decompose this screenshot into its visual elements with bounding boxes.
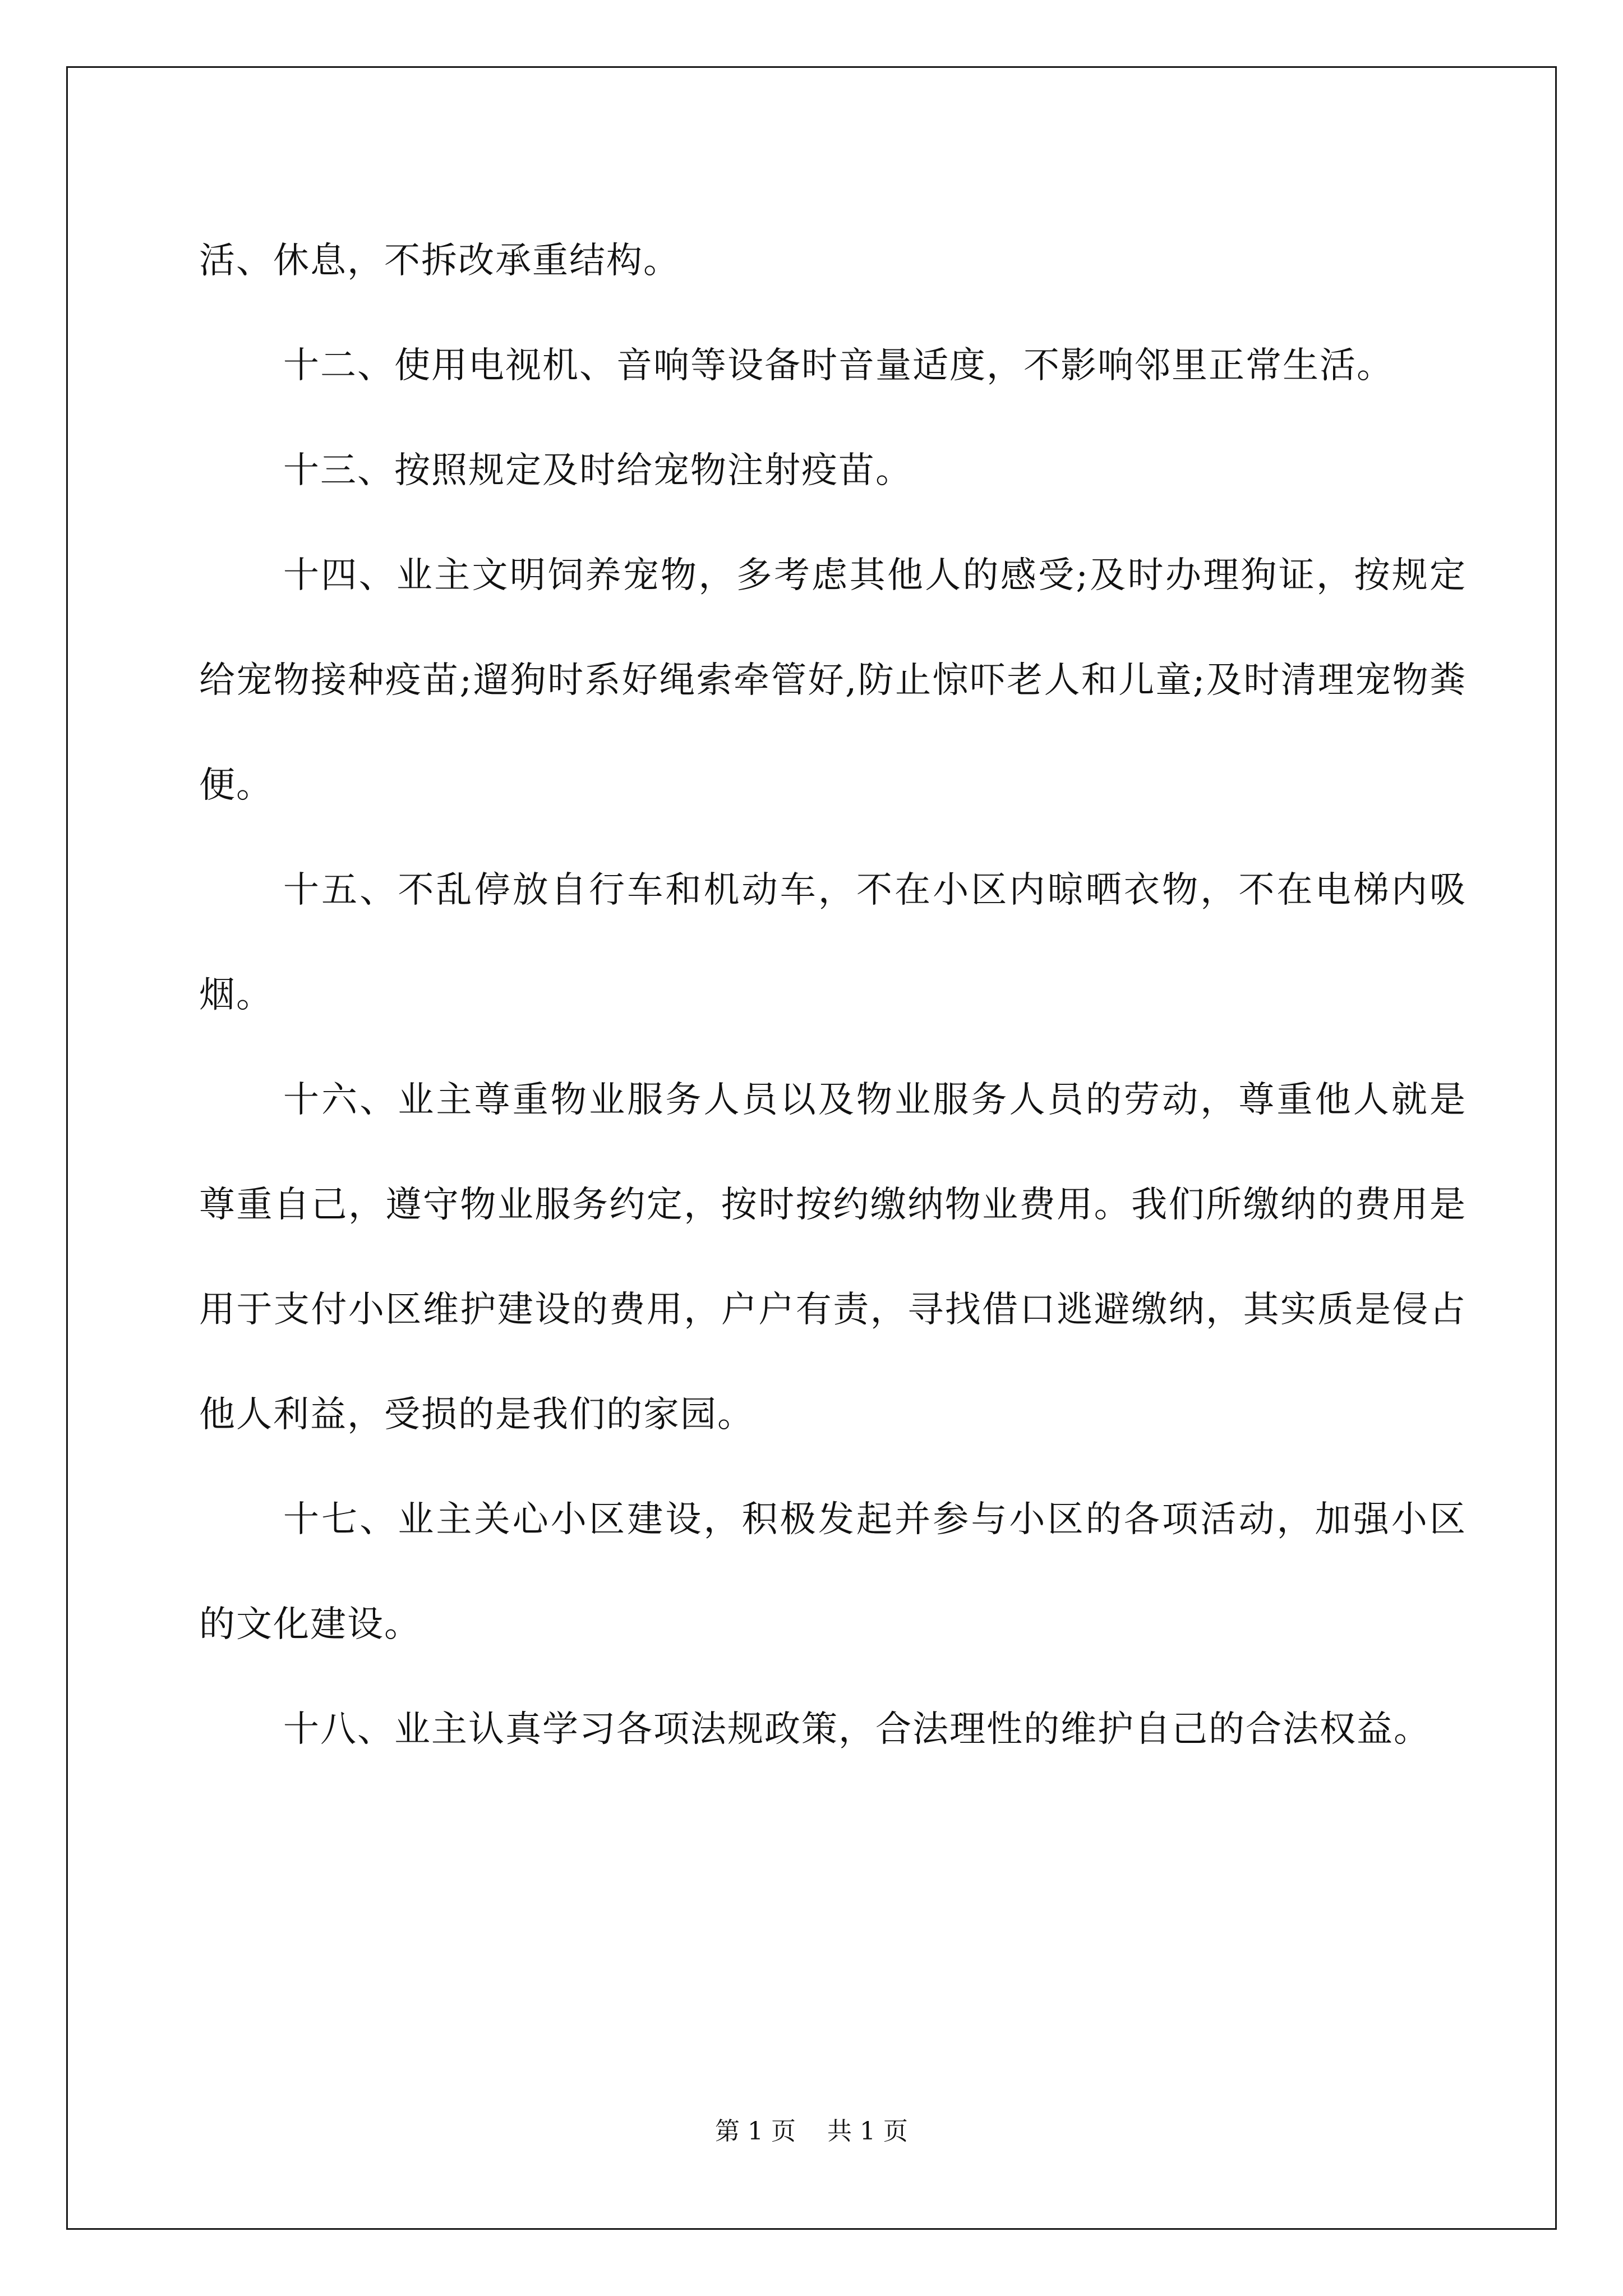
paragraph-6: 十六、业主尊重物业服务人员以及物业服务人员的劳动，尊重他人就是尊重自己，遵守物业服务约定，按时按约缴纳物业费用。我们所缴纳的费用是用于支付小区维护建设的费用，户户有责，寻找借口逃避缴纳，其实质是侵占他人利益，受损的是我们的家园。: [199, 1079, 1467, 1435]
paragraph-4: 十四、业主文明饲养宠物，多考虑其他人的感受;及时办理狗证，按规定给宠物接种疫苗;遛狗时系好绳索牵管好,防止惊吓老人和儿童;及时清理宠物粪便。: [199, 555, 1467, 806]
paragraph-8: 十八、业主认真学习各项法规政策，合法理性的维护自己的合法权益。: [283, 1709, 1431, 1750]
paragraph-5: 十五、不乱停放自行车和机动车，不在小区内晾晒衣物，不在电梯内吸烟。: [199, 869, 1467, 1016]
paragraph-2: 十二、使用电视机、音响等设备时音量适度，不影响邻里正常生活。: [283, 345, 1394, 386]
paragraph-3: 十三、按照规定及时给宠物注射疫苗。: [283, 450, 912, 491]
paragraph-1: 活、休息，不拆改承重结构。: [199, 240, 680, 282]
page-number-footer: 第 1 页 共 1 页: [715, 2117, 908, 2146]
document-body: [199, 209, 1467, 1782]
paragraph-7: 十七、业主关心小区建设，积极发起并参与小区的各项活动，加强小区的文化建设。: [199, 1499, 1467, 1645]
